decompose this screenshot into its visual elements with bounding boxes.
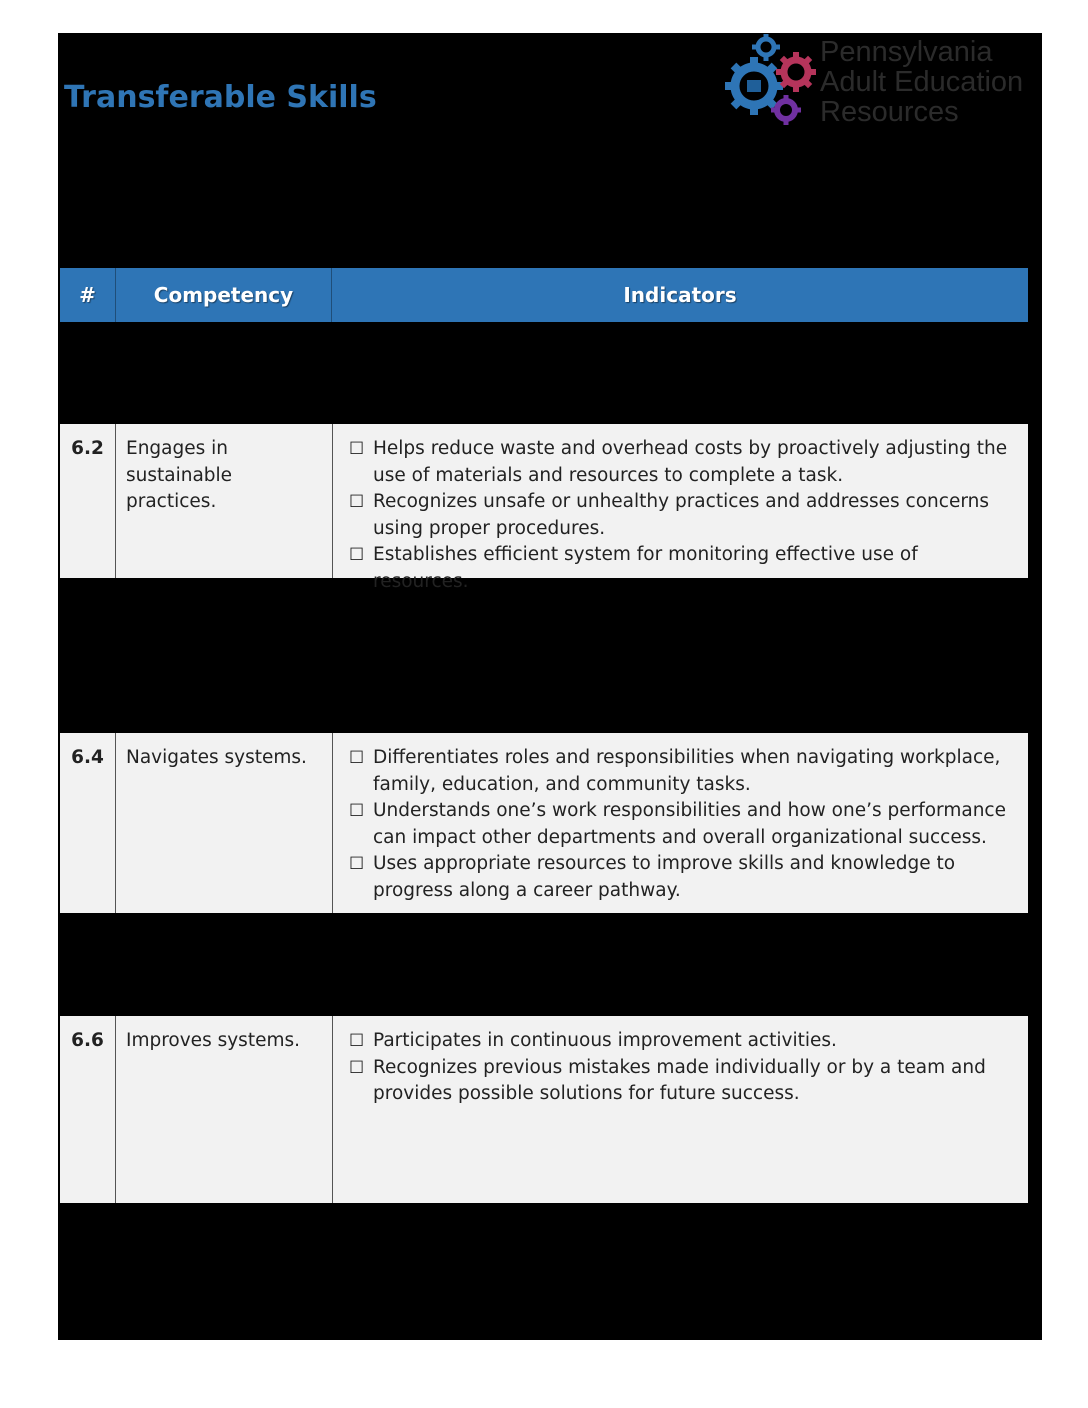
competency-text: Improves systems. — [116, 1016, 333, 1203]
logo-wordmark — [820, 37, 1023, 127]
indicator-item — [349, 851, 1012, 904]
indicator-item — [349, 1028, 1012, 1055]
indicator-text: Uses appropriate resources to improve skills and knowledge to progress along a career pathway. — [373, 853, 956, 901]
competency-text: Navigates systems. — [116, 733, 333, 913]
table-header — [60, 268, 1028, 322]
checkbox-icon[interactable]: ☐ — [349, 748, 365, 768]
indicator-text: Recognizes unsafe or unhealthy practices and addresses concerns using proper procedures. — [373, 491, 989, 539]
gears-icon — [724, 34, 820, 130]
indicator-list — [349, 436, 1012, 595]
table-row — [60, 1016, 1028, 1203]
checkbox-icon[interactable]: ☐ — [349, 801, 365, 821]
indicator-text: Recognizes previous mistakes made individually or by a team and provides possible solutions for future success. — [373, 1056, 986, 1104]
table-row — [60, 424, 1028, 592]
indicators-cell — [333, 1016, 1028, 1203]
indicator-text: Understands one’s work responsibilities and how one’s performance can impact other departments and overall organizational success. — [373, 800, 1006, 848]
indicators-cell — [333, 424, 1028, 592]
page-title: Transferable Skills — [64, 80, 377, 115]
indicators-cell — [333, 733, 1028, 913]
header-number: # — [60, 268, 116, 322]
competency-number: 6.6 — [60, 1016, 116, 1203]
indicator-text: Differentiates roles and responsibilities when navigating workplace, family, education, and community tasks. — [373, 747, 1001, 795]
logo-line: Adult Education — [820, 66, 1024, 98]
indicator-item — [349, 489, 1012, 542]
logo-line: Pennsylvania — [820, 36, 993, 68]
indicator-item — [349, 542, 1012, 595]
checkbox-icon[interactable]: ☐ — [349, 492, 365, 512]
organization-logo — [724, 34, 1036, 130]
competency-text: Engages in sustainable practices. — [116, 424, 333, 578]
indicator-text: Establishes efficient system for monitoring effective use of resources. — [373, 544, 918, 592]
indicator-item — [349, 745, 1012, 798]
checkbox-icon[interactable]: ☐ — [349, 1057, 365, 1078]
indicator-item — [349, 436, 1012, 489]
header-indicators: Indicators — [623, 283, 737, 307]
competency-number: 6.4 — [60, 733, 116, 913]
competency-number: 6.2 — [60, 424, 116, 578]
indicator-list — [349, 745, 1012, 904]
indicator-text: Participates in continuous improvement activities. — [373, 1030, 837, 1051]
checkbox-icon[interactable]: ☐ — [349, 854, 365, 874]
indicator-item — [349, 1055, 1012, 1108]
indicator-text: Helps reduce waste and overhead costs by proactively adjusting the use of materials and resources to complete a task. — [373, 438, 1008, 486]
table-row — [60, 733, 1028, 913]
checkbox-icon[interactable]: ☐ — [349, 439, 365, 459]
indicator-list — [349, 1028, 1012, 1108]
indicator-item — [349, 798, 1012, 851]
checkbox-icon[interactable]: ☐ — [349, 545, 365, 565]
checkbox-icon[interactable]: ☐ — [349, 1031, 365, 1051]
header-competency: Competency — [116, 268, 332, 322]
logo-line: Resources — [820, 96, 959, 128]
